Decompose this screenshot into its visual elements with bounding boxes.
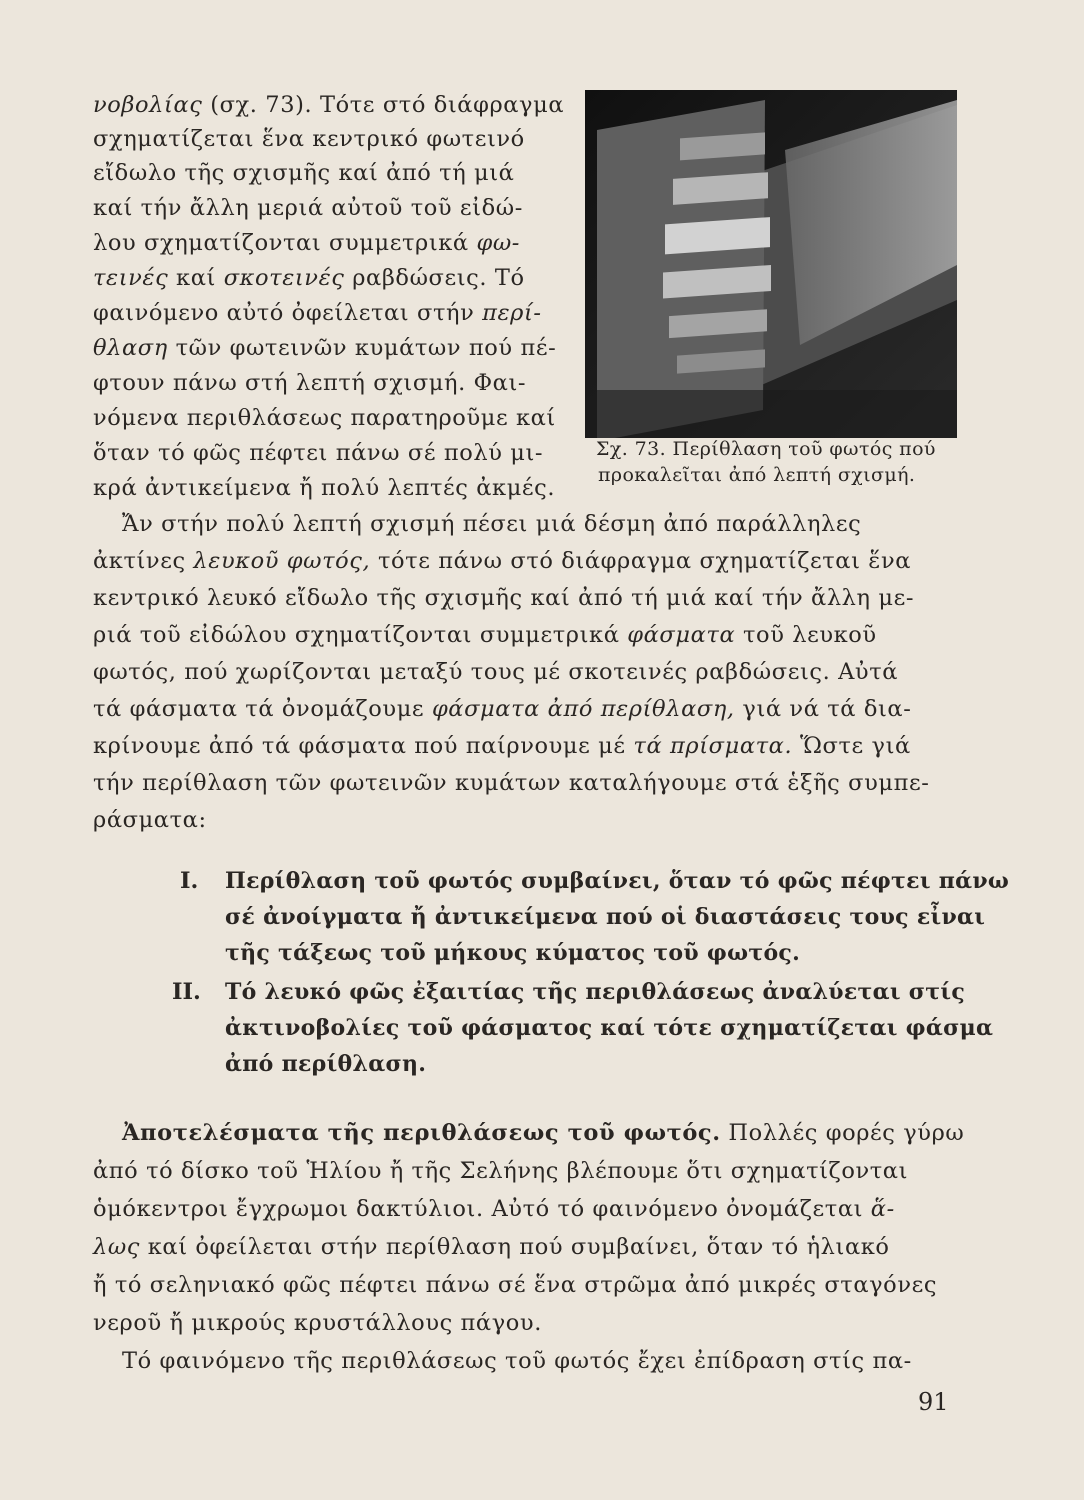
- text-line: [93, 1194, 895, 1224]
- italic-term: φάσματα: [627, 622, 736, 648]
- text-span: τότε πάνω στό διάφραγμα σχηματίζεται ἕνα: [370, 548, 912, 574]
- text-line: φωτός, πού χωρίζονται μεταξύ τους μέ σκοτεινές ραβδώσεις. Αὐτά: [93, 659, 899, 685]
- figure-caption-line-1: Σχ. 73. Περίθλαση τοῦ φωτός πού: [596, 438, 936, 460]
- text-line: φτουν πάνω στή λεπτή σχισμή. Φαι-: [93, 370, 527, 396]
- text-span: λου σχηματίζονται συμμετρικά: [93, 230, 477, 256]
- text-line: καί τήν ἄλλη μεριά αὐτοῦ τοῦ εἰδώ-: [93, 195, 523, 221]
- paragraph-4-line: Τό φαινόμενο τῆς περιθλάσεως τοῦ φωτός ἔχει ἐπίδραση στίς πα-: [122, 1348, 912, 1374]
- italic-term: φάσματα ἀπό περίθλαση,: [431, 696, 735, 722]
- text-line: [93, 694, 911, 724]
- list-item-line: Περίθλαση τοῦ φωτός συμβαίνει, ὅταν τό φῶς πέφτει πάνω: [225, 868, 1010, 894]
- text-span: καί ὀφείλεται στήν περίθλαση πού συμβαίνει, ὅταν τό ἡλιακό: [140, 1234, 890, 1260]
- text-line: νόμενα περιθλάσεως παρατηροῦμε καί: [93, 405, 556, 431]
- list-item-line: ἀκτινοβολίες τοῦ φάσματος καί τότε σχηματίζεται φάσμα: [225, 1015, 994, 1041]
- italic-term: λως: [93, 1234, 141, 1260]
- text-line: [93, 731, 911, 761]
- text-span: ραβδώσεις. Τό: [344, 265, 525, 291]
- text-line: ὅταν τό φῶς πέφτει πάνω σέ πολύ μι-: [93, 440, 544, 466]
- text-span: ἀκτίνες: [93, 548, 194, 574]
- text-span: φαινόμενο αὐτό ὀφείλεται στήν: [93, 300, 483, 326]
- text-span: (σχ. 73). Τότε στό διάφραγμα: [202, 92, 565, 118]
- text-line: τήν περίθλαση τῶν φωτεινῶν κυμάτων καταλήγουμε στά ἑξῆς συμπε-: [93, 770, 930, 796]
- text-span: τά φάσματα τά ὀνομάζουμε: [93, 696, 432, 722]
- text-line: ἤ τό σεληνιακό φῶς πέφτει πάνω σέ ἕνα στρῶμα ἀπό μικρές σταγόνες: [93, 1272, 938, 1298]
- italic-term: ἅ-: [870, 1196, 895, 1222]
- text-span: ὁμόκεντροι ἔγχρωμοι δακτύλιοι. Αὐτό τό φαινόμενο ὀνομάζεται: [93, 1196, 871, 1222]
- text-line: κρά ἀντικείμενα ἤ πολύ λεπτές ἀκμές.: [93, 475, 556, 501]
- text-line: νεροῦ ἤ μικρούς κρυστάλλους πάγου.: [93, 1310, 542, 1336]
- text-span: ριά τοῦ εἰδώλου σχηματίζονται συμμετρικά: [93, 622, 628, 648]
- text-line: [93, 90, 564, 120]
- text-line: [93, 298, 542, 328]
- page-number: 91: [918, 1388, 949, 1416]
- text-line: [93, 1232, 890, 1262]
- section-heading: Ἀποτελέσματα τῆς περιθλάσεως τοῦ φωτός.: [122, 1120, 721, 1146]
- italic-term: περί-: [482, 300, 542, 326]
- italic-term: τεινές: [93, 265, 169, 291]
- figure-caption-line-2: προκαλεῖται ἀπό λεπτή σχισμή.: [598, 464, 916, 486]
- text-line: [93, 263, 525, 293]
- italic-term: σκοτεινές: [223, 265, 345, 291]
- text-span: Ὥστε γιά: [792, 733, 911, 759]
- text-span: κρίνουμε ἀπό τά φάσματα πού παίρνουμε μέ: [93, 733, 634, 759]
- text-span: καί: [168, 265, 224, 291]
- text-span: τοῦ λευκοῦ: [735, 622, 877, 648]
- text-line: ἀπό τό δίσκο τοῦ Ἡλίου ἤ τῆς Σελήνης βλέπουμε ὅτι σχηματίζονται: [93, 1158, 909, 1184]
- italic-term: νοβολίας: [93, 92, 203, 118]
- text-span: τῶν φωτεινῶν κυμάτων πού πέ-: [167, 335, 557, 361]
- list-item-line: Τό λευκό φῶς ἐξαιτίας τῆς περιθλάσεως ἀναλύεται στίς: [225, 979, 966, 1005]
- list-item-line: σέ ἀνοίγματα ἤ ἀντικείμενα πού οἱ διαστάσεις τους εἶναι: [225, 904, 986, 930]
- italic-term: τά πρίσματα.: [633, 733, 793, 759]
- text-line: [93, 333, 556, 363]
- list-number: I.: [180, 868, 199, 894]
- text-line: κεντρικό λευκό εἴδωλο τῆς σχισμῆς καί ἀπό τή μιά καί τήν ἄλλη με-: [93, 585, 915, 611]
- text-line: [122, 1118, 964, 1148]
- list-item-line: ἀπό περίθλαση.: [225, 1051, 427, 1077]
- text-line: Ἄν στήν πολύ λεπτή σχισμή πέσει μιά δέσμη ἀπό παράλληλες: [122, 511, 862, 537]
- text-span: Πολλές φορές γύρω: [720, 1120, 965, 1146]
- text-line: εἴδωλο τῆς σχισμῆς καί ἀπό τή μιά: [93, 160, 515, 186]
- text-span: γιά νά τά δια-: [734, 696, 912, 722]
- diffraction-photo-graphic: [585, 90, 957, 438]
- text-line: [93, 546, 911, 576]
- list-item-line: τῆς τάξεως τοῦ μήκους κύματος τοῦ φωτός.: [225, 940, 801, 966]
- text-line: ράσματα:: [93, 807, 207, 833]
- text-line: [93, 620, 877, 650]
- italic-term: φω-: [476, 230, 520, 256]
- text-line: [93, 228, 520, 258]
- list-number: II.: [172, 979, 201, 1005]
- italic-term: λευκοῦ φωτός,: [193, 548, 371, 574]
- text-line: σχηματίζεται ἕνα κεντρικό φωτεινό: [93, 126, 525, 152]
- figure-73-photo: [585, 90, 957, 438]
- italic-term: θλαση: [93, 335, 168, 361]
